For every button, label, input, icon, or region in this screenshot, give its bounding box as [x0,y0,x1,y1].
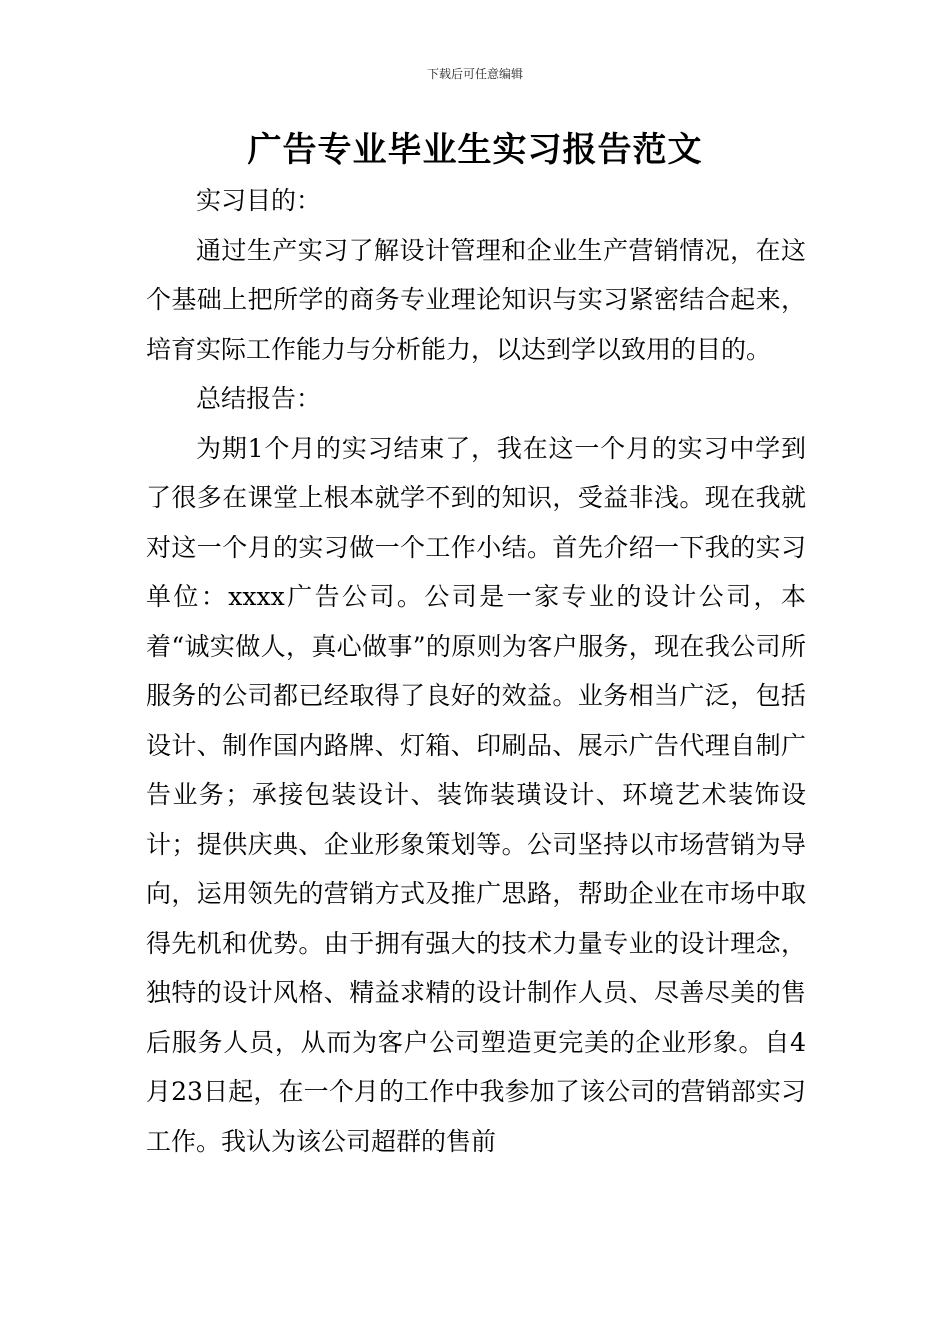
section-heading-purpose: 实习目的： [196,186,322,215]
paragraph-purpose: 通过生产实习了解设计管理和企业生产营销情况，在这个基础上把所学的商务专业理论知识与实习紧密结合起来，培育实际工作能力与分析能力，以达到学以致用的目的。 [146,235,806,364]
document-title: 广告专业毕业生实习报告范文 [247,130,703,170]
download-note: 下载后可任意编辑 [426,67,523,81]
paragraph-summary: 为期1个月的实习结束了，我在这一个月的实习中学到了很多在课堂上根本就学不到的知识，受益非浅。现在我就对这一个月的实习做一个工作小结。首先介绍一下我的实习单位：xxxx广告公司。公司是一家专业的设计公司，本着“诚实做人，真心做事”的原则为客户服务，现在我公司所服务的公司都已经取得了良好的效益。业务相当广泛，包括设计、制作国内路牌、灯箱、印刷品、展示广告代理自制广告业务；承接包装设计、装饰装璜设计、环境艺术装饰设计；提供庆典、企业形象策划等。公司坚持以市场营销为导向，运用领先的营销方式及推广思路，帮助企业在市场中取得先机和优势。由于拥有强大的技术力量专业的设计理念，独特的设计风格、精益求精的设计制作人员、尽善尽美的售后服务人员，从而为客户公司塑造更完美的企业形象。自4月23日起，在一个月的工作中我参加了该公司的营销部实习工作。我认为该公司超群的售前 [146,433,806,1156]
section-heading-summary: 总结报告： [196,384,322,413]
document-body [146,176,806,1166]
